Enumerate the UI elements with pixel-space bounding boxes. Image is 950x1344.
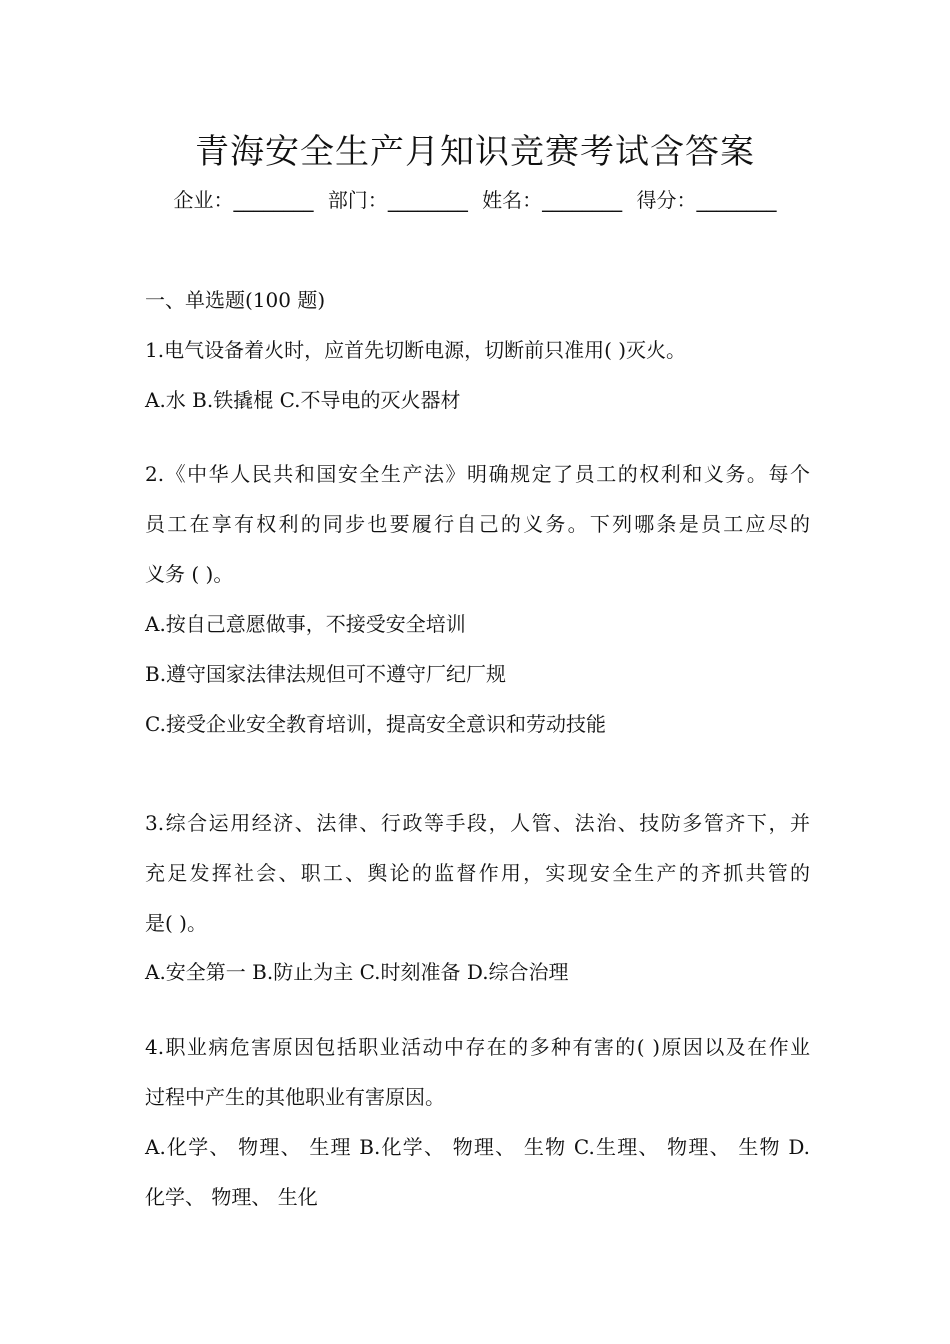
company-field [173,188,313,212]
question-4-options-line-1: A.化学、 物理、 生理 B.化学、 物理、 生物 C.生理、 物理、 生物 D. [145,1135,810,1159]
score-blank: ________ [696,188,777,212]
exam-info-line [0,184,950,216]
company-label: 企业： [173,188,234,212]
question-1-stem: 1.电气设备着火时，应首先切断电源，切断前只准用( )灭火。 [145,338,687,362]
department-field [328,188,468,212]
question-3-stem-line-1: 3.综合运用经济、法律、行政等手段，人管、法治、技防多管齐下，并 [145,811,810,835]
name-label: 姓名： [482,188,543,212]
name-field [482,188,622,212]
score-field [637,188,777,212]
company-blank: ________ [233,188,314,212]
document-title: 青海安全生产月知识竞赛考试含答案 [195,132,755,172]
question-2-stem-line-2: 员工在享有权利的同步也要履行自己的义务。下列哪条是员工应尽的 [145,512,810,536]
question-1-options: A.水 B.铁撬棍 C.不导电的灭火器材 [145,388,461,412]
question-2-option-c: C.接受企业安全教育培训，提高安全意识和劳动技能 [145,712,606,736]
question-4-options-line-2: 化学、 物理、 生化 [145,1185,318,1209]
question-3-stem-line-3: 是( )。 [145,911,207,935]
question-2-stem-line-1: 2.《中华人民共和国安全生产法》明确规定了员工的权利和义务。每个 [145,462,810,486]
question-2-option-b: B.遵守国家法律法规但可不遵守厂纪厂规 [145,662,507,686]
question-4-stem-line-1: 4.职业病危害原因包括职业活动中存在的多种有害的( )原因以及在作业 [145,1035,810,1059]
question-4-stem-line-2: 过程中产生的其他职业有害原因。 [145,1085,445,1109]
department-label: 部门： [327,188,388,212]
department-blank: ________ [387,188,468,212]
section-heading: 一、单选题(100 题) [145,288,326,312]
question-3-stem-line-2: 充足发挥社会、职工、舆论的监督作用，实现安全生产的齐抓共管的 [145,861,810,885]
name-blank: ________ [542,188,623,212]
question-2-option-a: A.按自己意愿做事，不接受安全培训 [145,612,466,636]
score-label: 得分： [636,188,697,212]
question-3-options: A.安全第一 B.防止为主 C.时刻准备 D.综合治理 [145,960,569,984]
question-2-stem-line-3: 义务 ( )。 [145,562,234,586]
